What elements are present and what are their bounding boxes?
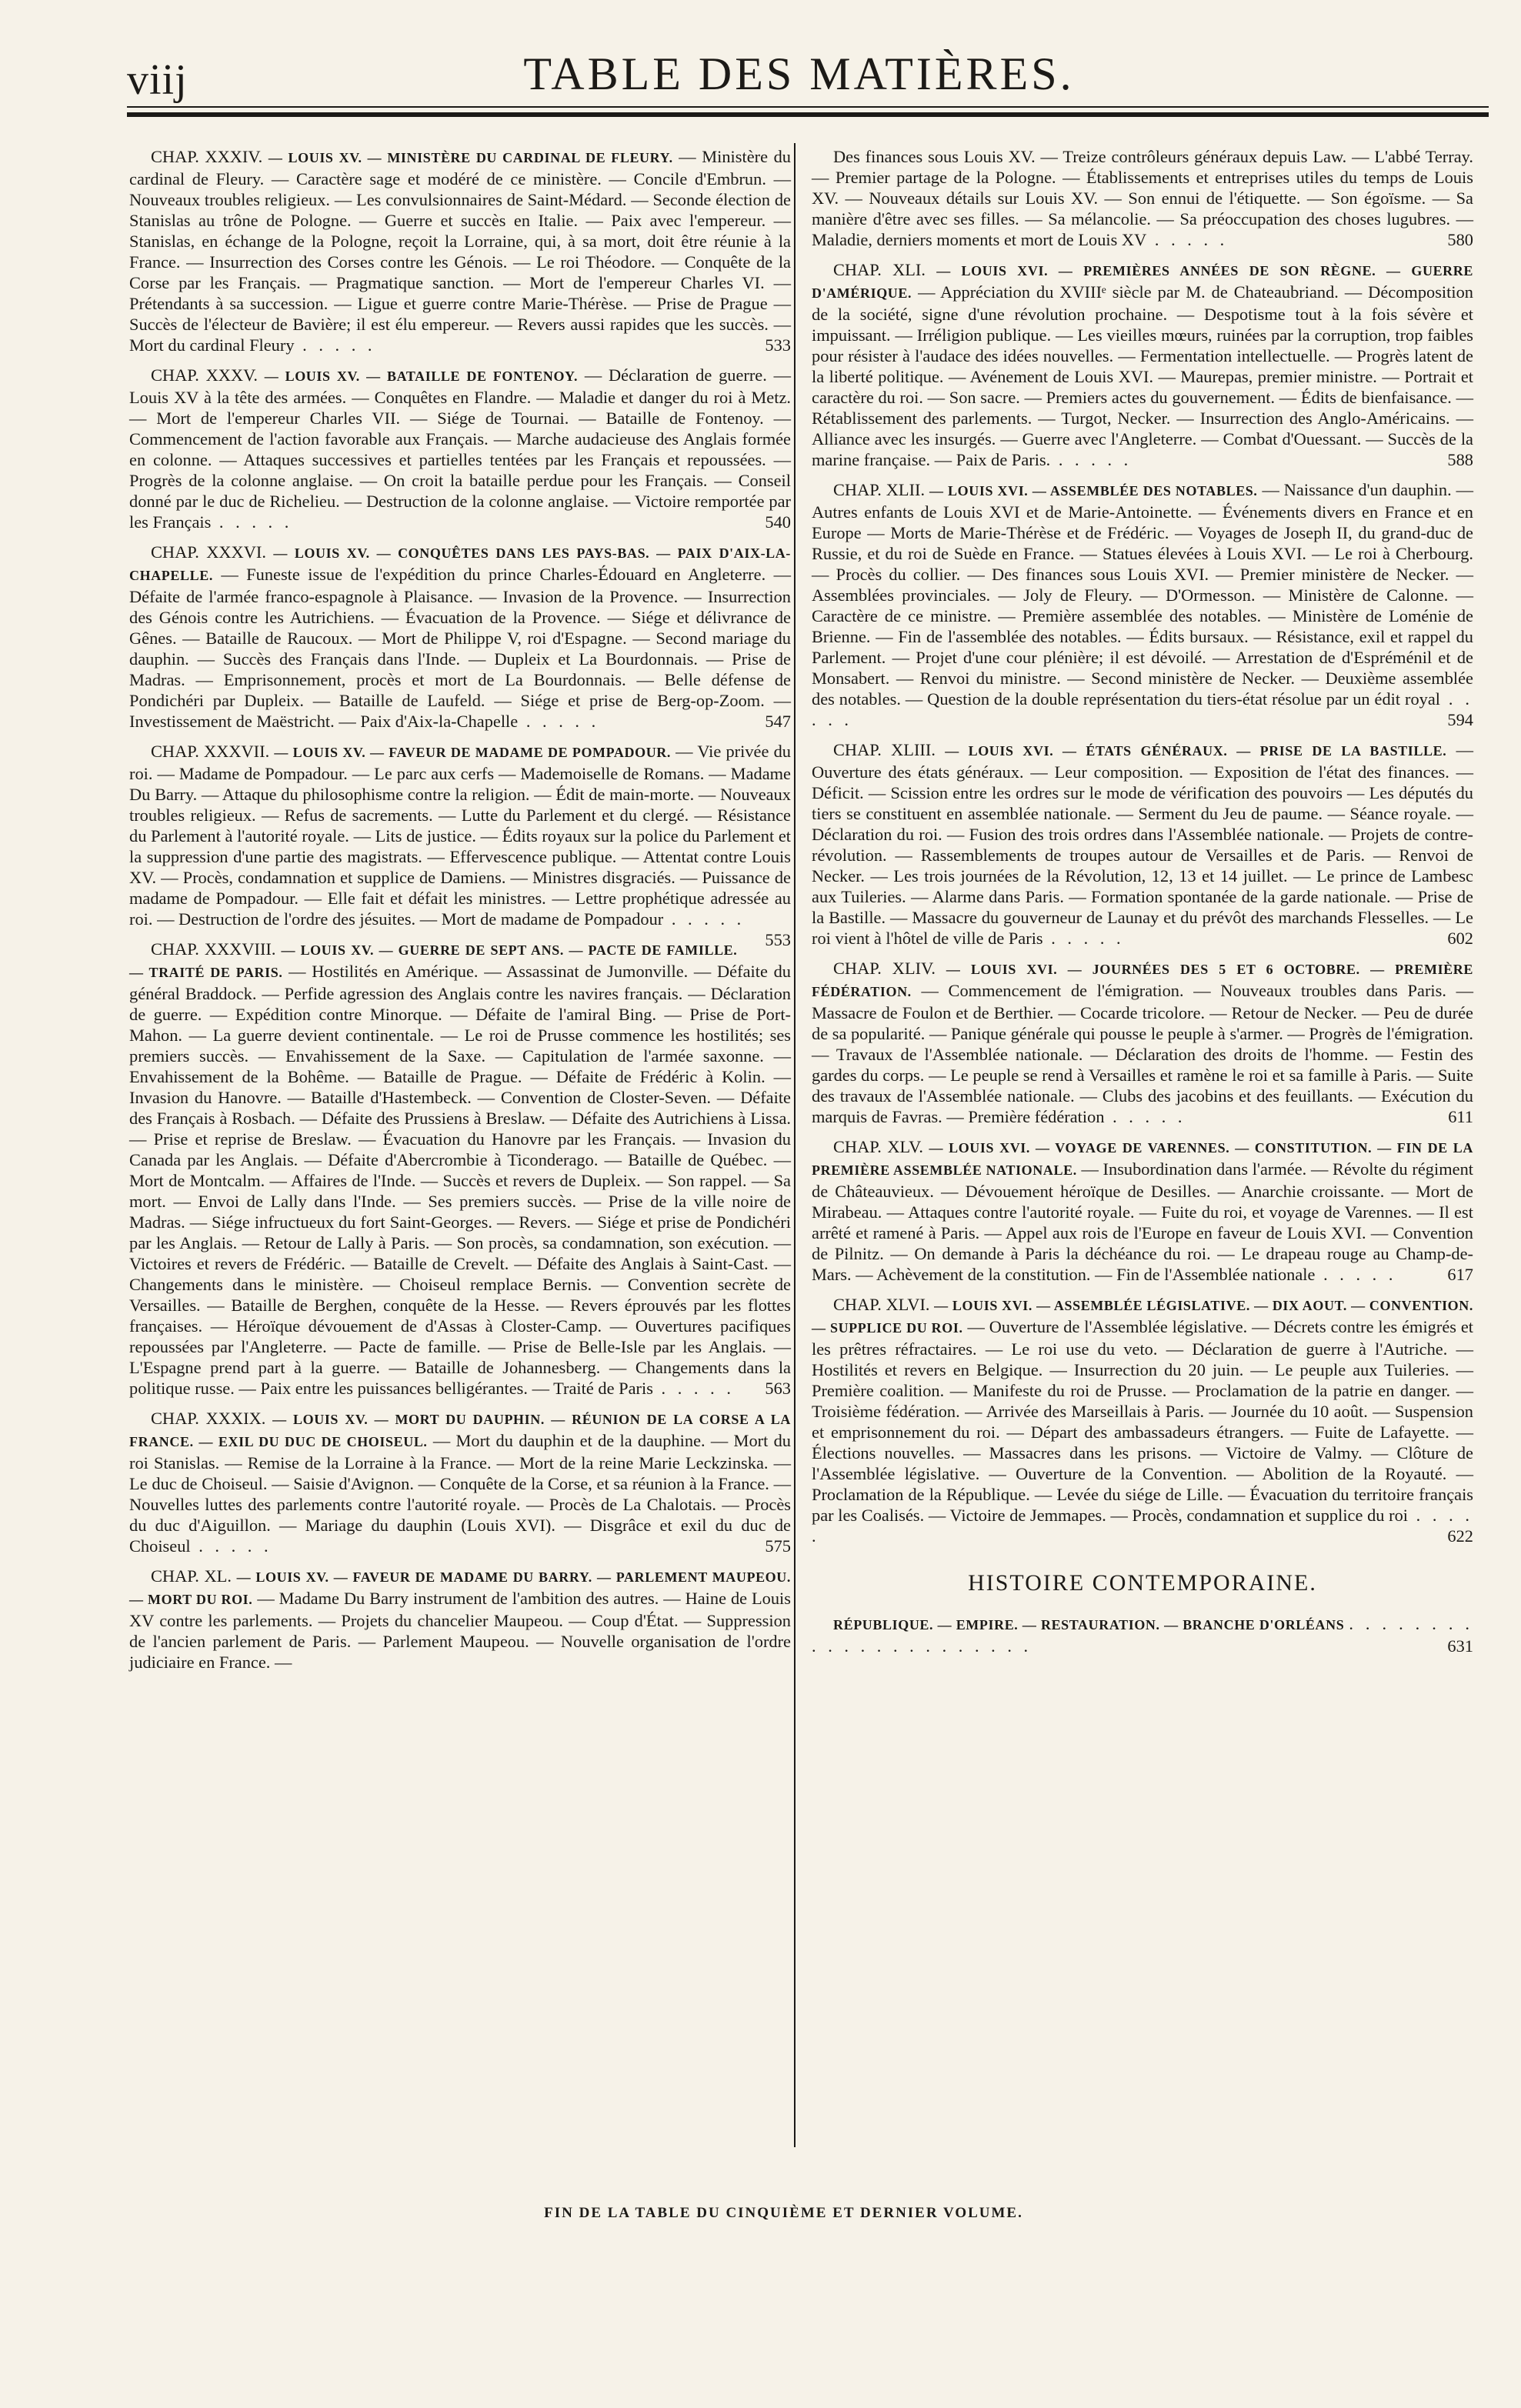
chapter-heading: — LOUIS XV. — FAVEUR DE MADAME DU BARRY. — PARLEMENT MAUPEOU. — MORT DU ROI. bbox=[129, 1569, 791, 1607]
toc-entry bbox=[129, 1566, 791, 1673]
leader-dots: . . . . . bbox=[1042, 929, 1125, 948]
chapter-number: CHAP. XL. bbox=[151, 1566, 232, 1586]
right-entries bbox=[812, 146, 1473, 1546]
leader-dots: . . . . . bbox=[190, 1536, 272, 1556]
contemporary-text: RÉPUBLIQUE. — EMPIRE. — RESTAURATION. — BRANCHE D'ORLÉANS bbox=[833, 1617, 1345, 1633]
page-reference: 622 bbox=[1447, 1526, 1473, 1546]
page-reference: 611 bbox=[1448, 1107, 1473, 1126]
chapter-summary: — Mort du dauphin et de la dauphine. — Mort du roi Stanislas. — Remise de la Lorraine à la France. — Mort de la reine Marie Leckzinska. — Le duc de Choiseul. — Saisie d'Avignon. — Conquête de la Corse, et sa réunion à la France. — Nouvelles luttes des parlements contre l'autorité royale. — Procès de La Chalotais. — Procès du duc d'Aiguillon. — Mariage du dauphin (Louis XVI). — Disgrâce et exil du duc de Choiseul bbox=[129, 1431, 791, 1556]
column-divider bbox=[794, 143, 796, 2147]
toc-entry bbox=[129, 939, 791, 1399]
leader-dots: . . . . . bbox=[1146, 230, 1229, 249]
toc-entry bbox=[812, 958, 1473, 1127]
chapter-heading: — LOUIS XV. — MORT DU DAUPHIN. — RÉUNION DE LA CORSE A LA FRANCE. — EXIL DU DUC DE CHOISEUL. bbox=[129, 1412, 791, 1449]
header-rule-thick bbox=[127, 112, 1489, 117]
chapter-number: CHAP. XXXIV. bbox=[151, 147, 263, 166]
page-reference: 547 bbox=[765, 712, 791, 731]
leader-dots: . . . . . bbox=[1104, 1107, 1186, 1126]
page-reference: 533 bbox=[765, 335, 791, 355]
contemporary-entry bbox=[812, 1613, 1473, 1656]
chapter-heading: — LOUIS XV. — MINISTÈRE DU CARDINAL DE FLEURY. bbox=[268, 150, 673, 165]
leader-dots: . . . . . bbox=[652, 1379, 735, 1398]
chapter-number: CHAP. XLII. bbox=[833, 480, 926, 499]
chapter-number: CHAP. XLIV. bbox=[833, 959, 936, 978]
toc-entry bbox=[812, 1294, 1473, 1546]
chapter-number: CHAP. XXXVIII. bbox=[151, 939, 276, 959]
chapter-summary: Des finances sous Louis XV. — Treize contrôleurs généraux depuis Law. — L'abbé Terray. — Premier partage de la Pologne. — Établissements et entreprises utiles du temps de Louis XV. — Nouveaux détails sur Louis XV. — Son ennui de l'étiquette. — Son égoïsme. — Sa manière d'être avec ses filles. — Sa mélancolie. — Sa préoccupation des choses lugubres. — Maladie, derniers moments et mort de Louis XV bbox=[812, 147, 1473, 249]
page-reference: 594 bbox=[1447, 710, 1473, 729]
chapter-summary: — Hostilités en Amérique. — Assassinat de Jumonville. — Défaite du général Braddock. — Perfide agression des Anglais contre les navires français. — Déclaration de guerre. — Expédition contre Minorque. — Défaite de l'amiral Bing. — Prise de Port-Mahon. — La guerre devient continentale. — Le roi de Prusse commence les hostilités; ses premiers succès. — Envahissement de la Saxe. — Capitulation de l'armée saxonne. — Envahissement de la Bohême. — Bataille de Prague. — Défaite de Frédéric à Kolin. — Invasion du Hanovre. — Bataille d'Hastembeck. — Convention de Closter-Seven. — Défaite des Français à Rosbach. — Défaite des Prussiens à Breslaw. — Défaite des Autrichiens à Lissa. — Prise et reprise de Breslaw. — Évacuation du Hanovre par les Français. — Invasion du Canada par les Anglais. — Défaite d'Abercrombie à Ticonderago. — Bataille de Québec. — Mort de Montcalm. — Affaires de l'Inde. — Succès et revers de Dupleix. — Son rappel. — Sa mort. — Envoi de Lally dans l'Inde. — Ses premiers succès. — Prise de la ville noire de Madras. — Siége infructueux du fort Saint-Georges. — Revers. — Siége et prise de Pondichéri par les Anglais. — Retour de Lally à Paris. — Son procès, sa condamnation, son exécution. — Victoires et revers de Frédéric. — Bataille de Crevelt. — Défaite des Anglais à Saint-Cast. — Changements dans le ministère. — Choiseul remplace Bernis. — Convention secrète de Versailles. — Bataille de Berghen, conquête de la Hesse. — Revers éprouvés par les flottes françaises. — Héroïque dévouement de d'Assas à Closter-Camp. — Ouvertures pacifiques repoussées par l'Angleterre. — Pacte de famille. — Prise de Belle-Isle par les Anglais. — L'Espagne prend part à la guerre. — Bataille de Johannesberg. — Changements dans la politique russe. — Paix entre les puissances belligérantes. — Traité de Paris bbox=[129, 962, 791, 1398]
page-reference: 602 bbox=[1447, 929, 1473, 948]
chapter-summary: — Appréciation du XVIIIᵉ siècle par M. de Chateaubriand. — Décomposition de la société, signe d'une révolution prochaine. — Despotisme tout à la fois sévère et impuissant. — Irréligion publique. — Les vieilles mœurs, ruinées par la corruption, trop faibles pour résister à l'audace des idées nouvelles. — Fermentation intellectuelle. — Progrès latent de la liberté politique. — Avénement de Louis XVI. — Maurepas, premier ministre. — Portrait et caractère du roi. — Son sacre. — Premiers actes du gouvernement. — Édits de bienfaisance. — Rétablissement des parlements. — Turgot, Necker. — Insurrection des Anglo-Américains. — Alliance avec les insurgés. — Guerre avec l'Angleterre. — Combat d'Ouessant. — Succès de la marine française. — Paix de Paris. bbox=[812, 282, 1473, 469]
contemporary-page: 631 bbox=[1447, 1636, 1473, 1656]
chapter-heading: — LOUIS XVI. — JOURNÉES DES 5 ET 6 OCTOBRE. — PREMIÈRE FÉDÉRATION. bbox=[812, 962, 1473, 999]
page-title: TABLE DES MATIÈRES. bbox=[523, 48, 1075, 99]
page-reference: 588 bbox=[1447, 450, 1473, 469]
footer-note: FIN DE LA TABLE DU CINQUIÈME ET DERNIER VOLUME. bbox=[544, 2205, 1023, 2221]
leader-dots: . . . . . bbox=[211, 512, 293, 532]
leader-dots: . . . . . bbox=[812, 1506, 1474, 1546]
toc-entry bbox=[812, 146, 1473, 250]
chapter-summary: — Insubordination dans l'armée. — Révolte du régiment de Châteauvieux. — Dévouement héroïque de Desilles. — Anarchie croissante. — Mort de Mirabeau. — Attaques contre l'autorité royale. — Fuite du roi, et voyage de Varennes. — Il est arrêté et ramené à Paris. — Appel aux rois de l'Europe en faveur de Louis XVI. — Convention de Pilnitz. — On demande à Paris la déchéance du roi. — Le drapeau rouge au Champ-de-Mars. — Achèvement de la constitution. — Fin de l'Assemblée nationale bbox=[812, 1159, 1473, 1284]
toc-entry bbox=[129, 1408, 791, 1556]
chapter-number: CHAP. XLIII. bbox=[833, 740, 936, 759]
chapter-heading: — LOUIS XV. — GUERRE DE SEPT ANS. — PACTE DE FAMILLE. — TRAITÉ DE PARIS. bbox=[129, 942, 738, 980]
chapter-heading: — LOUIS XVI. — ASSEMBLÉE LÉGISLATIVE. — DIX AOUT. — CONVENTION. — SUPPLICE DU ROI. bbox=[812, 1298, 1473, 1336]
toc-entry bbox=[812, 739, 1473, 949]
chapter-heading: — LOUIS XVI. — PREMIÈRES ANNÉES DE SON RÈGNE. — GUERRE D'AMÉRIQUE. bbox=[812, 263, 1473, 301]
chapter-summary: — Ministère du cardinal de Fleury. — Caractère sage et modéré de ce ministère. — Concile d'Embrun. — Nouveaux troubles religieux. — Les convulsionnaires de Saint-Médard. — Seconde élection de Stanislas au trône de Pologne. — Guerre et succès en Italie. — Paix avec l'empereur. — Stanislas, en échange de la Pologne, reçoit la Lorraine, qui, à sa mort, doit être réunie à la France. — Insurrection des Corses contre les Génois. — Le roi Théodore. — Conquête de la Corse par les Français. — Pragmatique sanction. — Mort de l'empereur Charles VI. — Prétendants à sa succession. — Ligue et guerre contre Marie-Thérèse. — Prise de Prague — Succès de l'électeur de Bavière; il est élu empereur. — Revers aussi rapides que les succès. — Mort du cardinal Fleury bbox=[129, 147, 791, 355]
toc-entry bbox=[812, 259, 1473, 470]
leader-dots: . . . . . bbox=[663, 909, 745, 929]
chapter-number: CHAP. XLVI. bbox=[833, 1295, 930, 1314]
left-column bbox=[129, 146, 791, 1682]
contemporary-heading: HISTOIRE CONTEMPORAINE. bbox=[968, 1570, 1317, 1596]
chapter-heading: — LOUIS XV. — CONQUÊTES DANS LES PAYS-BAS. — PAIX D'AIX-LA-CHAPELLE. bbox=[129, 545, 791, 583]
chapter-summary: — Ouverture des états généraux. — Leur composition. — Exposition de l'état des finances. — Déficit. — Scission entre les ordres sur le mode de vérification des pouvoirs — Les députés du tiers se constituent en assemblée nationale. — Serment du Jeu de paume. — Séance royale. — Déclaration du roi. — Fusion des trois ordres dans l'Assemblée nationale. — Projets de contre-révolution. — Rassemblements de troupes autour de Versailles et de Paris. — Renvoi de Necker. — Les trois journées de la Révolution, 12, 13 et 14 juillet. — Le prince de Lambesc aux Tuileries. — Alarme dans Paris. — Formation spontanée de la garde nationale. — Prise de la Bastille. — Massacre du gouverneur de Launay et du prévôt des marchands Flesselles. — Le roi vient à l'hôtel de ville de Paris bbox=[812, 740, 1473, 948]
right-column bbox=[812, 146, 1473, 1666]
chapter-summary: — Ouverture de l'Assemblée législative. — Décrets contre les émigrés et les prêtres réfractaires. — Le roi use du veto. — Déclaration de guerre à l'Autriche. — Hostilités et revers en Belgique. — Insurrection du 20 juin. — Le peuple aux Tuileries. — Première coalition. — Manifeste du roi de Prusse. — Proclamation de la patrie en danger. — Troisième fédération. — Arrivée des Marseillais à Paris. — Journée du 10 août. — Suspension et emprisonnement du roi. — Départ des ambassadeurs étrangers. — Fuite de Lafayette. — Élections nouvelles. — Massacres dans les prisons. — Victoire de Valmy. — Clôture de l'Assemblée législative. — Ouverture de la Convention. — Abolition de la Royauté. — Proclamation de la République. — Levée du siége de Lille. — Évacuation du territoire français par les Coalisés. — Victoire de Jemmapes. — Procès, condamnation et supplice du roi bbox=[812, 1317, 1473, 1525]
chapter-heading: — LOUIS XVI. — VOYAGE DE VARENNES. — CONSTITUTION. — FIN DE LA PREMIÈRE ASSEMBLÉE NATIONALE. bbox=[812, 1140, 1473, 1178]
page-reference: 540 bbox=[765, 512, 791, 532]
leader-dots: . . . . . . . . . . . . . . . . . . . . . . bbox=[812, 1614, 1474, 1656]
page-reference: 617 bbox=[1447, 1265, 1473, 1284]
page-number: viij bbox=[127, 56, 188, 104]
chapter-summary: — Déclaration de guerre. — Louis XV à la tête des armées. — Conquêtes en Flandre. — Maladie et danger du roi à Metz. — Mort de l'empereur Charles VII. — Siége de Tournai. — Bataille de Fontenoy. — Commencement de l'action favorable aux Français. — Marche audacieuse des Anglais formée en colonne. — Attaques successives et partielles tentées par les Français et repoussées. — Progrès de la colonne anglaise. — On croit la bataille perdue pour les Français. — Conseil donné par le duc de Richelieu. — Destruction de la colonne anglaise. — Victoire remportée par les Français bbox=[129, 365, 791, 532]
page-reference: 553 bbox=[765, 930, 791, 949]
toc-entry bbox=[129, 542, 791, 732]
chapter-heading: — LOUIS XVI. — ASSEMBLÉE DES NOTABLES. bbox=[929, 483, 1258, 499]
chapter-summary: — Madame Du Barry instrument de l'ambition des autres. — Haine de Louis XV contre les parlements. — Projets du chancelier Maupeou. — Coup d'État. — Suppression de l'ancien parlement de Paris. — Parlement Maupeou. — Nouvelle organisation de l'ordre judiciaire en France. — bbox=[129, 1589, 791, 1672]
page-reference: 563 bbox=[765, 1379, 791, 1398]
toc-entry bbox=[129, 146, 791, 355]
chapter-number: CHAP. XXXIX. bbox=[151, 1409, 266, 1428]
chapter-number: CHAP. XLV. bbox=[833, 1137, 923, 1156]
chapter-summary: — Funeste issue de l'expédition du prince Charles-Édouard en Angleterre. — Défaite de l'armée franco-espagnole à Plaisance. — Invasion de la Provence. — Insurrection des Génois contre les Autrichiens. — Évacuation de la Provence. — Siége et délivrance de Gênes. — Bataille de Raucoux. — Mort de Philippe V, roi d'Espagne. — Second mariage du dauphin. — Succès des Français dans l'Inde. — Dupleix et La Bourdonnais. — Prise de Madras. — Emprisonnement, procès et mort de La Bourdonnais. — Belle défense de Pondichéri par Dupleix. — Bataille de Laufeld. — Siége et prise de Berg-op-Zoom. — Investissement de Maëstricht. — Paix d'Aix-la-Chapelle bbox=[129, 565, 791, 731]
leader-dots: . . . . . bbox=[812, 689, 1474, 729]
chapter-number: CHAP. XXXVI. bbox=[151, 542, 266, 562]
leader-dots: . . . . . bbox=[1315, 1265, 1397, 1284]
chapter-heading: — LOUIS XVI. — ÉTATS GÉNÉRAUX. — PRISE DE LA BASTILLE. bbox=[945, 743, 1447, 759]
toc-entry bbox=[812, 1136, 1473, 1285]
chapter-summary: — Commencement de l'émigration. — Nouveaux troubles dans Paris. — Massacre de Foulon et de Berthier. — Cocarde tricolore. — Retour de Necker. — Peu de durée de sa popularité. — Panique générale qui pousse le peuple à s'armer. — Progrès de l'émigration. — Travaux de l'Assemblée nationale. — Déclaration des droits de l'homme. — Festin des gardes du corps. — Le peuple se rend à Versailles et ramène le roi et sa famille à Paris. — Suite des travaux de l'Assemblée nationale. — Clubs des jacobins et des feuillants. — Exécution du marquis de Favras. — Première fédération bbox=[812, 981, 1473, 1126]
leader-dots: . . . . . bbox=[1050, 450, 1132, 469]
toc-entry bbox=[129, 365, 791, 532]
chapter-summary: — Vie privée du roi. — Madame de Pompadour. — Le parc aux cerfs — Mademoiselle de Romans. — Madame Du Barry. — Attaque du philosophisme contre la religion. — Édit de main-morte. — Nouveaux troubles religieux. — Refus de sacrements. — Lutte du Parlement et du clergé. — Résistance du Parlement à l'autorité royale. — Lits de justice. — Édits royaux sur la police du Parlement et la suppression d'une partie des magistrats. — Effervescence publique. — Attentat contre Louis XV. — Procès, condamnation et supplice de Damiens. — Ministres disgraciés. — Puissance de madame de Pompadour. — Elle fait et défait les ministres. — Lettre prophétique adressée au roi. — Destruction de l'ordre des jésuites. — Mort de madame de Pompadour bbox=[129, 742, 791, 929]
chapter-number: CHAP. XXXVII. bbox=[151, 742, 270, 761]
chapter-summary: — Naissance d'un dauphin. — Autres enfants de Louis XVI et de Marie-Antoinette. — Événements divers en France et en Europe — Morts de Marie-Thérèse et de Frédéric. — Voyages de Joseph II, du grand-duc de Russie, et du roi de Suède en France. — Statues élevées à Louis XVI. — Le roi à Cherbourg. — Procès du collier. — Des finances sous Louis XVI. — Premier ministère de Necker. — Assemblées provinciales. — Joly de Fleury. — D'Ormesson. — Ministère de Calonne. — Caractère de ce ministre. — Première assemblée des notables. — Ministère de Loménie de Brienne. — Fin de l'assemblée des notables. — Édits bursaux. — Résistance, exil et rappel du Parlement. — Projet d'une cour plénière; il est dévoilé. — Arrestation de d'Espréménil et de Monsabert. — Renvoi du ministre. — Second ministère de Necker. — Deuxième assemblée des notables. — Question de la double représentation du tiers-état résolue par un édit royal bbox=[812, 480, 1474, 709]
header-rule-thin bbox=[127, 106, 1489, 108]
page-reference: 575 bbox=[765, 1536, 791, 1556]
leader-dots: . . . . . bbox=[518, 712, 600, 731]
chapter-heading: — LOUIS XV. — FAVEUR DE MADAME DE POMPADOUR. bbox=[274, 745, 671, 760]
chapter-heading: — LOUIS XV. — BATAILLE DE FONTENOY. bbox=[264, 369, 579, 384]
chapter-number: CHAP. XLI. bbox=[833, 260, 926, 279]
toc-entry bbox=[812, 479, 1473, 730]
chapter-number: CHAP. XXXV. bbox=[151, 365, 258, 385]
leader-dots: . . . . . bbox=[294, 335, 376, 355]
page-reference: 580 bbox=[1447, 230, 1473, 249]
